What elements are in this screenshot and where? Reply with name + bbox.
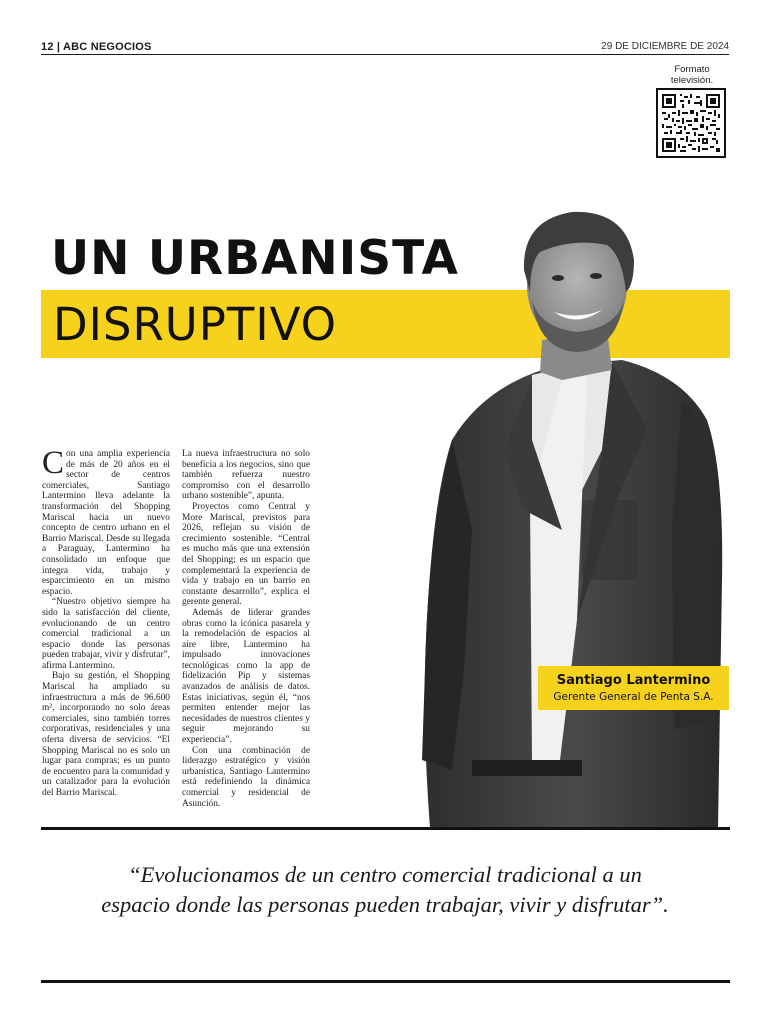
pull-quote: “Evolucionamos de un centro comercial tradicional a un espacio donde las personas pueden trabajar, vivir y disfrutar”. xyxy=(101,862,669,917)
article-paragraph: La nueva infraestructura no solo beneficia a los negocios, sino que también refuerza nuestro compromiso con el desarrollo urbano sostenible”, apunta. xyxy=(182,449,310,502)
drop-cap: C xyxy=(42,445,65,481)
portrait-illustration xyxy=(412,200,730,828)
article-paragraph: Además de liderar grandes obras como la icónica pasarela y la remodelación de espacios al aire libre, Lantermino ha impulsado innovaciones tecnológicas como la app de fidelización Pip y sistemas avanzados de análisis de datos. Estas iniciativas, según él, “nos permiten entender mejor las necesidades de nuestros clientes y seguir mejorando su experiencia”. xyxy=(182,607,310,746)
article-paragraph xyxy=(42,445,170,597)
article-paragraph: Proyectos como Central y More Mariscal, previstos para 2026, reflejan su visión de crecimiento sostenible. “Central es mucho más que una extensión del Shopping; es un espacio que complementará la experiencia de vida y trabajo en un barrio en constante desarrollo”, explica el gerente general. xyxy=(182,501,310,608)
headline-line-2: DISRUPTIVO xyxy=(53,298,337,351)
header-divider xyxy=(41,54,729,55)
article-paragraph: “Nuestro objetivo siempre ha sido la satisfacción del cliente, evolucionando de un centro comercial tradicional a un espacio donde las personas pueden trabajar, vivir y disfrutar”, afirma Lantermino. xyxy=(42,597,170,671)
article-column-1 xyxy=(42,445,170,799)
qr-code-icon xyxy=(662,94,720,152)
issue-date: 29 DE DICIEMBRE DE 2024 xyxy=(601,41,729,52)
qr-label: Formato televisión. xyxy=(670,64,714,86)
section-header: 12 | ABC NEGOCIOS xyxy=(41,41,152,53)
portrait-photo xyxy=(412,200,730,828)
caption-role: Gerente General de Penta S.A. xyxy=(553,691,714,703)
article-column-2 xyxy=(182,449,310,809)
qr-code[interactable] xyxy=(656,88,726,158)
quote-top-rule xyxy=(41,827,730,830)
caption-name: Santiago Lantermino xyxy=(556,673,711,688)
article-paragraph: Bajo su gestión, el Shopping Mariscal ha ampliado su infraestructura a más de 96.600 m², incorporando no solo áreas comerciales, sino también torres corporativas, residenciales y una oferta diversa de servicios. “El Shopping Mariscal no es solo un lugar para compras; es un punto de encuentro para la comunidad y un catalizador para la evolución del Barrio Mariscal. xyxy=(42,671,170,798)
headline-line-1: UN URBANISTA xyxy=(51,231,459,286)
quote-bottom-rule xyxy=(41,980,730,983)
article-paragraph: Con una combinación de liderazgo estratégico y visión urbanística, Santiago Lantermino está redefiniendo la dinámica comercial y residencial de Asunción. xyxy=(182,745,310,809)
photo-caption xyxy=(538,666,729,710)
article-paragraph-text: on una amplia experiencia de más de 20 años en el sector de centros comerciales, Santiago Lantermino lleva adelante la transformación del Shopping Mariscal hacia un nuevo concepto de centro urbano en el Barrio Mariscal. Desde su llegada a Paraguay, Lantermino ha consolidado un enfoque que integra vida, trabajo y esparcimiento en un mismo espacio. xyxy=(42,449,170,597)
